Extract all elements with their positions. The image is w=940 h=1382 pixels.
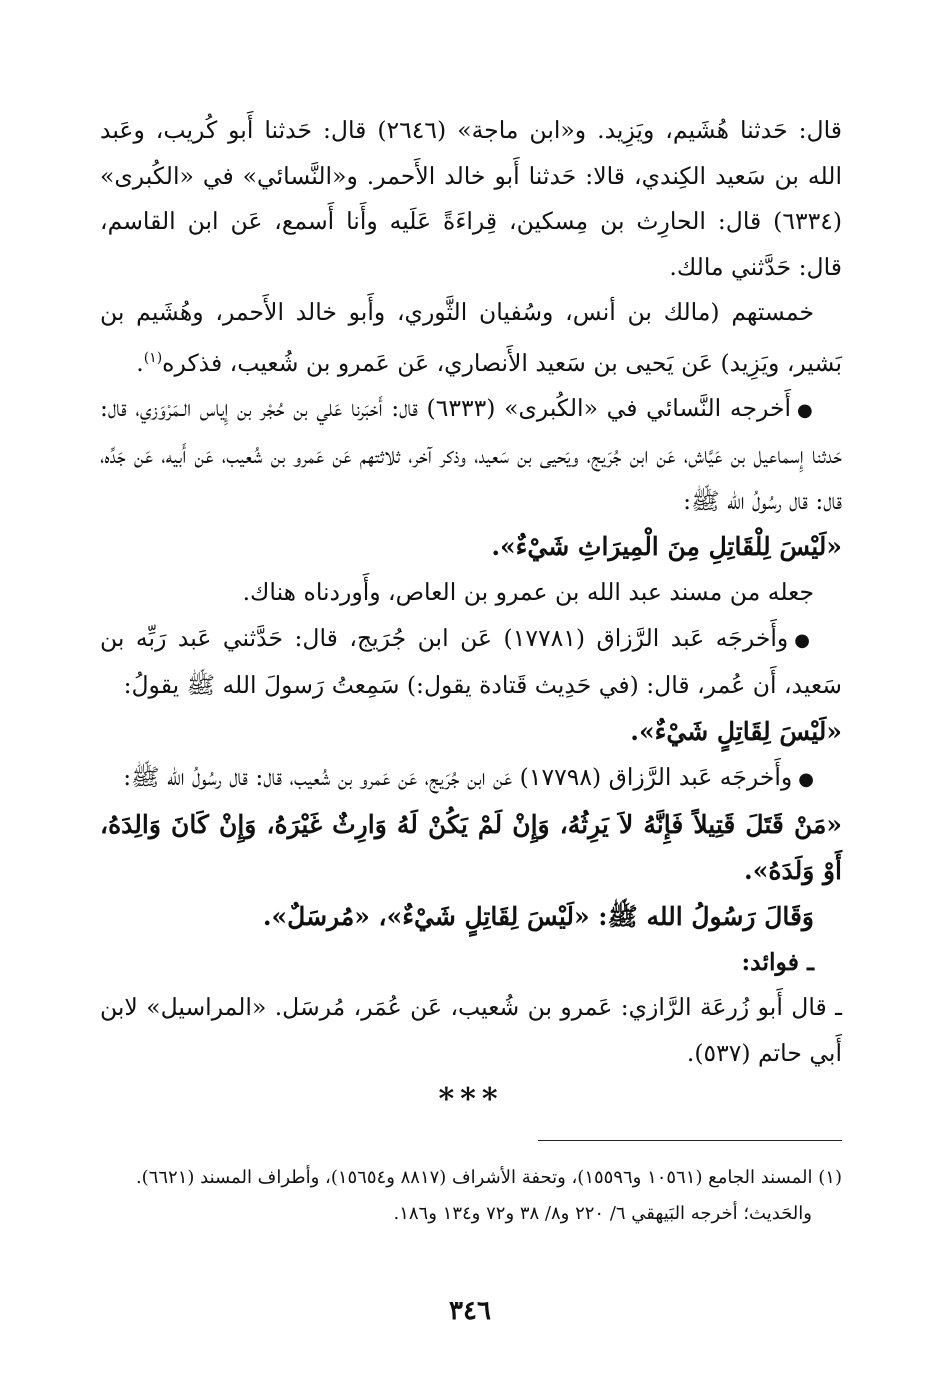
bullet-icon: ● (797, 399, 814, 421)
footnote-1: (١) المسند الجامع (١٠٥٦١ و١٥٥٩٦)، وتحفة الأشراف (٨٨١٧ و١٥٦٥٤)، وأطراف المسند (٦٦٢١). (135, 1167, 842, 1188)
footnote-ref: (١) (143, 349, 163, 366)
footnote-2: والحَديث؛ أخرجه البَيهقي ٦/ ٢٢٠ و٨/ ٣٨ و٧٢ و١٣٤ و١٨٦. (393, 1203, 812, 1224)
footnotes (100, 1160, 842, 1232)
hadith-3: «مَنْ قَتَلَ قَتِيلاً فَإِنَّهُ لاَ يَرِثُهُ، وَإِنْ لَمْ يَكُنْ لَهُ وَارِثٌ غَيْرَهُ، وَإِنْ كَانَ وَالِدَهُ، أَوْ وَلَدَهُ». (100, 810, 842, 886)
paragraph-chain-2: خمستهم (مالك بن أنس، وسُفيان الثَّوري، وأَبو خالد الأَحمر، وهُشَيم بن بَشير، ويَزِيد) عَن يَحيى بن سَعيد الأَنصاري، عَن عَمرو بن شُعيب، فذكره$^{(١)}$. (100, 298, 842, 377)
page-number: ٣٤٦ (449, 1296, 491, 1326)
page-body (100, 108, 842, 1122)
paragraph-abdulrazzaq-2-text: وأَخرجَه عَبد الرَّزاق (١٧٧٩٨) عَن ابن جُرَيج، عَن عَمرو بن شُعيب، قال: قال رسُولُ الله ﷺ: (123, 762, 793, 791)
hadith-1: «لَيْسَ لِلْقَاتِلِ مِنَ الْمِيرَاثِ شَيْءٌ». (491, 532, 842, 562)
bullet-icon: ● (794, 629, 814, 651)
paragraph-nasai (100, 386, 842, 525)
paragraph-abdulrazzaq-1-text: وأَخرجَه عَبد الرَّزاق (١٧٧٨١) عَن ابن جُرَيج، قال: حَدَّثني عَبد رَبِّه بن سَعيد، أَن عُمر، قال: (في حَدِيث قَتادة يقول:) سَمِعتُ رَسولَ الله ﷺ يقولُ: (100, 623, 842, 700)
paragraph-abu-zurah: ـ قال أَبو زُرعَة الرَّازي: عَمرو بن شُعيب، عَن عُمَر، مُرسَل. «المراسيل» لابن أَبي حاتم (٥٣٧). (100, 993, 842, 1067)
paragraph-abdulrazzaq-1 (100, 616, 842, 709)
hadith-4: وَقَالَ رَسُولُ الله ﷺ: «لَيْسَ لِقَاتِلٍ شَيْءٌ»، «مُرسَلٌ». (262, 902, 814, 932)
paragraph-note: جعله من مسند عبد الله بن عمرو بن العاص، وأَوردناه هناك. (242, 578, 814, 607)
section-heading-fawaid: ـ فوائد: (741, 948, 814, 977)
paragraph-chain-1: قال: حَدثنا هُشَيم، ويَزِيد. و«ابن ماجة» (٢٦٤٦) قال: حَدثنا أَبو كُريب، وعَبد الله بن سَعيد الكِندي، قالا: حَدثنا أَبو خالد الأَحمر. و«النَّسائي» في «الكُبرى» (٦٣٣٤) قال: الحارِث بن مِسكين، قِراءَةً عَلَيه وأَنا أَسمع، عَن ابن القاسم، قال: حَدَّثني مالك. (100, 116, 842, 281)
footnote-divider (538, 1140, 842, 1141)
section-separator-stars: *** (438, 1082, 504, 1118)
bullet-icon: ● (798, 768, 814, 790)
hadith-2: «لَيْسَ لِقَاتِلٍ شَيْءٌ». (630, 716, 842, 746)
paragraph-abdulrazzaq-2 (100, 755, 842, 803)
paragraph-nasai-text: أَخرجه النَّسائي في «الكُبرى» (٦٣٣٣) قال: أَخبَرنا عَلي بن حُجْر بن إِياس الـمَرْوَزي، قال: حَدثنا إِسماعيل بن عَيَّاش، عَن ابن جُرَيج، ويَحيى بن سَعيد، وذكر آخر، ثلاثتهم عَن عَمرو بن شُعيب، عَن أَبيه، عَن جَدِّه، قال: قال رسُولُ الله ﷺ: (100, 393, 842, 515)
paragraph-chain-2-text: خمستهم (مالك بن أنس، وسُفيان الثَّوري، وأَبو خالد الأَحمر، وهُشَيم بن بَشير، ويَزِيد) عَن يَحيى بن سَعيد الأَنصاري، عَن عَمرو بن شُعيب، فذكره (100, 298, 842, 377)
